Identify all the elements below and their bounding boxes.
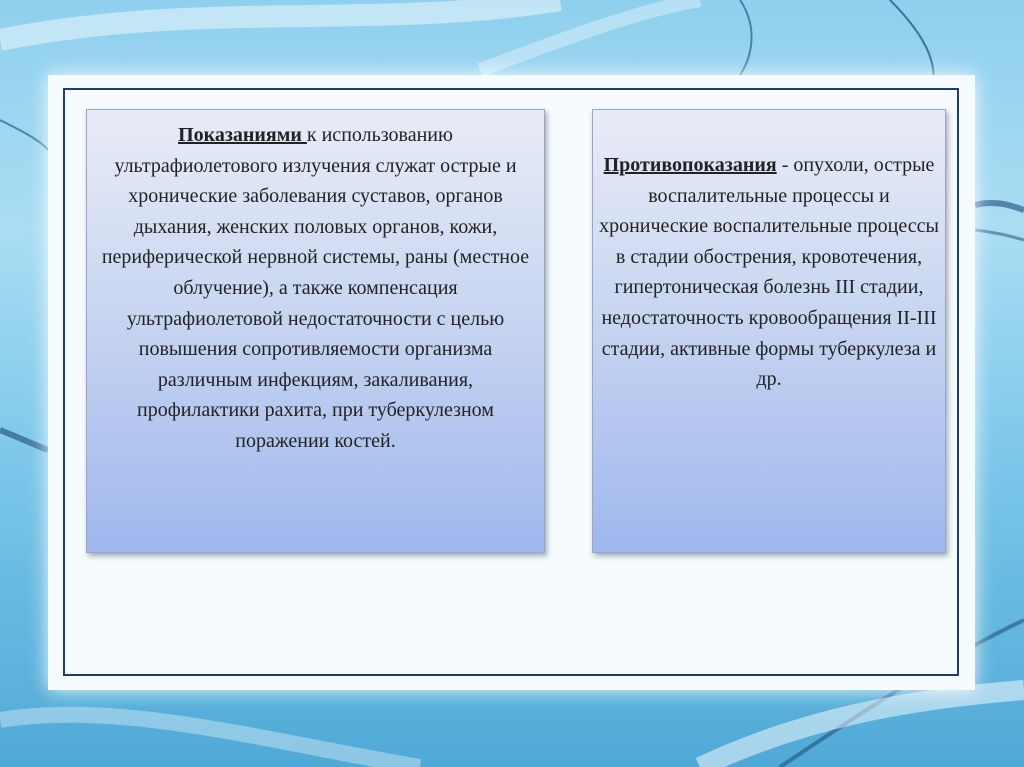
indications-box xyxy=(86,109,545,553)
contraindications-text: - опухоли, острые воспалительные процессы и хронические воспалительные процессы в стадии обострения, кровотечения, гипертоническая болезнь III стадии, недостаточность кровообращения II-III стадии, активные формы туберкулеза и др. xyxy=(599,154,939,391)
contraindications-term: Противопоказания xyxy=(603,154,777,176)
indications-term: Показаниями xyxy=(178,124,307,146)
indications-text: к использованию ультрафиолетового излучения служат острые и хронические заболевания суставов, органов дыхания, женских половых органов, кожи, периферической нервной системы, раны (местное облучение), а также компенсация ультрафиолетовой недостаточности с целью повышения сопротивляемости организма различным инфекциям, закаливания, профилактики рахита, при туберкулезном поражении костей. xyxy=(101,124,530,452)
contraindications-box xyxy=(592,109,946,553)
